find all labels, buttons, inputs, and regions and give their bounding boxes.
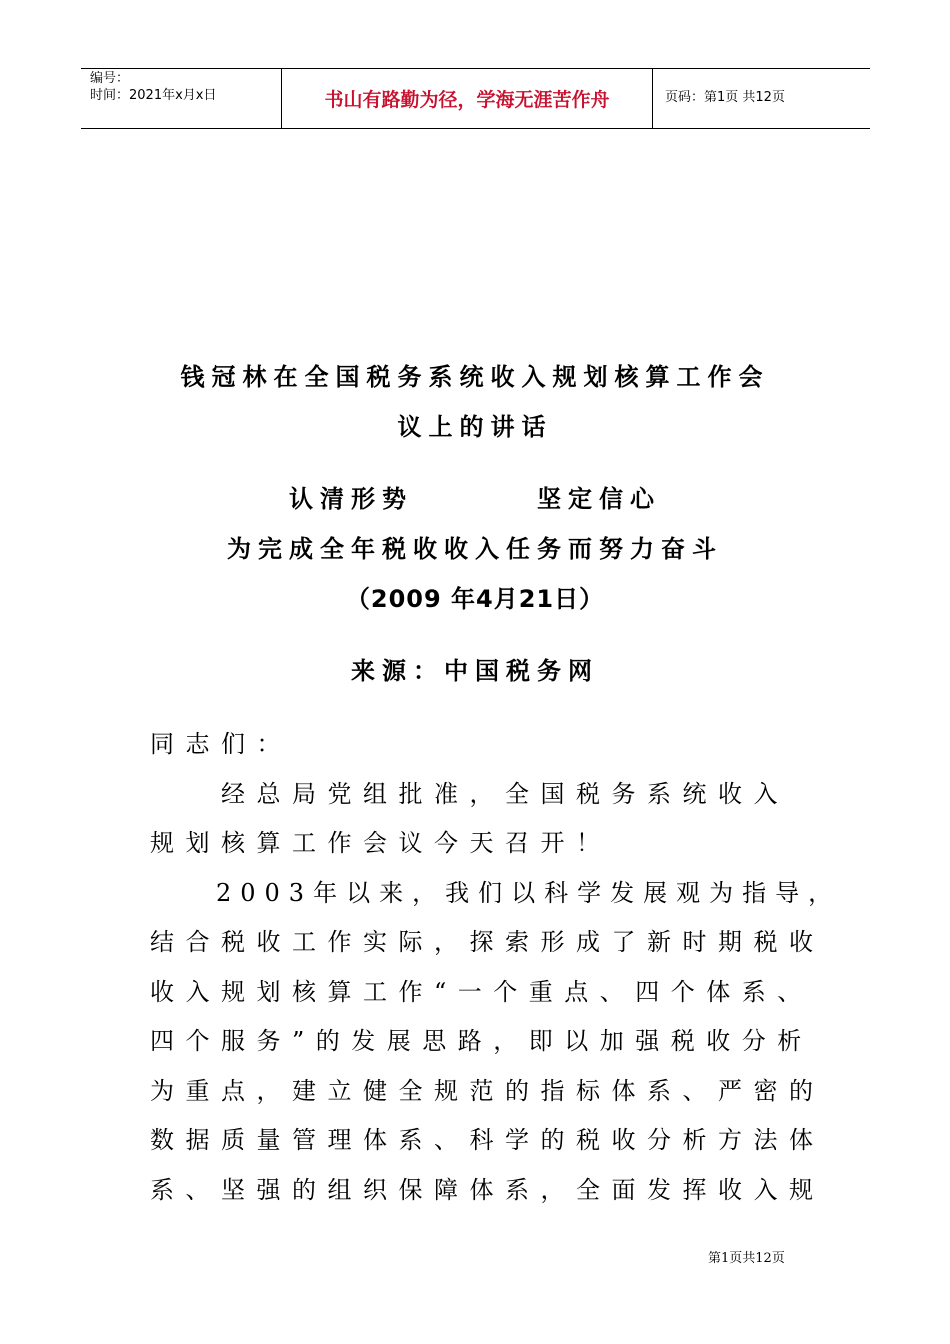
document-number-label: 编号： [90,71,130,86]
header-page-number: 页码：第1页 共12页 [665,90,785,105]
document-title-line-2: 议上的讲话 [397,413,553,441]
body-line: 数据质量管理体系、科学的税收分析方法体 [150,1126,825,1154]
document-date: （2009 年4月21日） [345,585,605,613]
salutation: 同志们： [150,730,292,758]
document-source: 来源：中国税务网 [351,657,599,685]
body-line: 经总局党组批准，全国税务系统收入 [150,780,789,808]
document-subtitle-2: 为完成全年税收收入任务而努力奋斗 [227,535,723,563]
page-header [81,68,870,129]
body-line: 为重点，建立健全规范的指标体系、严密的 [150,1077,825,1105]
body-line: 收入规划核算工作“一个重点、四个体系、 [150,978,813,1006]
header-motto: 书山有路勤为径，学海无涯苦作舟 [324,89,610,111]
header-meta-cell [81,69,281,128]
document-subtitle-1: 认清形势 坚定信心 [289,485,661,513]
body-line: 结合税收工作实际，探索形成了新时期税收 [150,928,825,956]
body-line: 四个服务”的发展思路，即以加强税收分析 [150,1027,813,1055]
document-title-line-1: 钱冠林在全国税务系统收入规划核算工作会 [180,363,770,391]
document-time-label: 时间：2021年x月x日 [90,88,217,103]
page-footer-number: 第1页共12页 [708,1251,785,1266]
body-line: 2003年以来，我们以科学发展观为指导， [150,879,842,907]
body-line: 系、坚强的组织保障体系，全面发挥收入规 [150,1176,825,1204]
body-line: 规划核算工作会议今天召开！ [150,829,612,857]
header-motto-cell [281,69,653,128]
header-page-cell [653,69,870,128]
